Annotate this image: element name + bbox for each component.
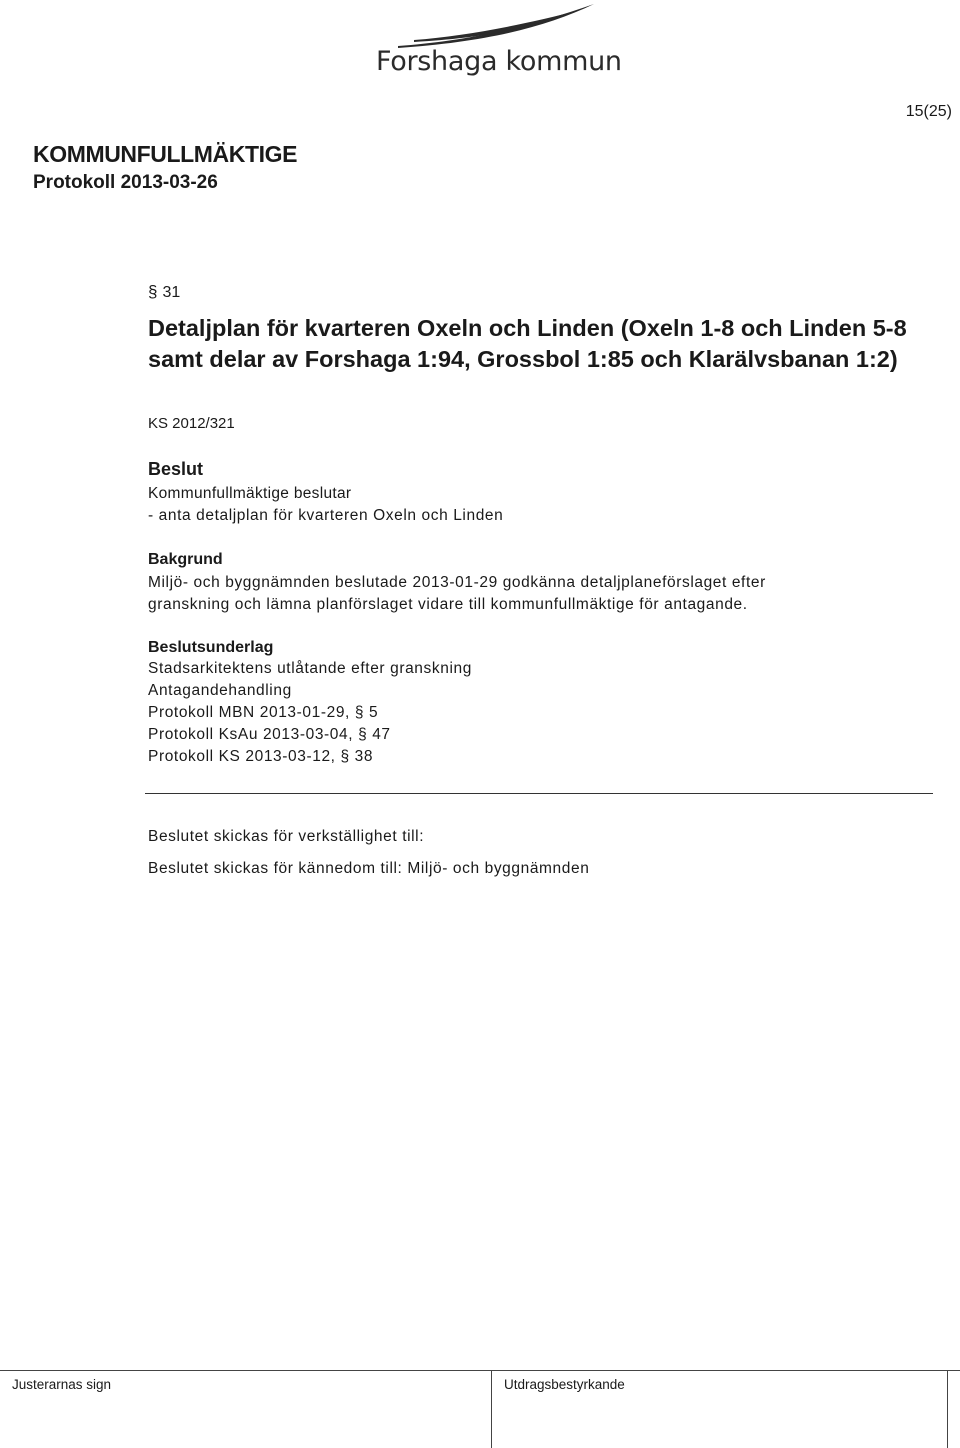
section-divider [145, 793, 933, 794]
distribution-execution: Beslutet skickas för verkställighet till: [148, 828, 425, 845]
background-heading: Bakgrund [148, 551, 223, 568]
extract-certifier-cell [492, 1371, 948, 1448]
basis-heading: Beslutsunderlag [148, 639, 274, 656]
forshaga-logo [374, 2, 622, 82]
extract-certifier-label: Utdragsbestyrkande [504, 1377, 625, 1392]
signature-footer [0, 1370, 960, 1448]
page-number: 15(25) [905, 103, 952, 120]
background-line: Miljö- och byggnämnden beslutade 2013-01-29 godkänna detaljplaneförslaget efter [148, 574, 766, 591]
basis-line: Protokoll MBN 2013-01-29, § 5 [148, 704, 379, 721]
decision-heading: Beslut [148, 459, 204, 479]
decision-line: - anta detaljplan för kvarteren Oxeln och Linden [148, 507, 504, 524]
adjuster-sign-label: Justerarnas sign [12, 1377, 112, 1392]
document-subtitle: Protokoll 2013-03-26 [33, 172, 218, 193]
basis-line: Protokoll KsAu 2013-03-04, § 47 [148, 726, 391, 743]
basis-line: Antagandehandling [148, 682, 292, 699]
paragraph-heading: Detaljplan för kvarteren Oxeln och Linden (Oxeln 1-8 och Linden 5-8 samt delar av Forshaga 1:94, Grossbol 1:85 och Klarälvsbanan 1:2) [148, 315, 907, 372]
logo-text: Forshaga kommun [376, 46, 622, 77]
basis-line: Stadsarkitektens utlåtande efter granskning [148, 660, 472, 677]
section-symbol: § [148, 282, 158, 301]
decision-line: Kommunfullmäktige beslutar [148, 485, 352, 502]
adjuster-sign-cell [0, 1371, 492, 1448]
paragraph-number-value: 31 [162, 284, 181, 301]
distribution-information: Beslutet skickas för kännedom till: Miljö- och byggnämnden [148, 860, 590, 877]
paragraph-number [148, 282, 180, 302]
document-title: KOMMUNFULLMÄKTIGE [33, 141, 298, 167]
basis-line: Protokoll KS 2013-03-12, § 38 [148, 748, 374, 765]
case-number: KS 2012/321 [148, 415, 235, 432]
background-line: granskning och lämna planförslaget vidare till kommunfullmäktige för antagande. [148, 596, 748, 613]
logo-swoosh-icon [394, 2, 604, 50]
